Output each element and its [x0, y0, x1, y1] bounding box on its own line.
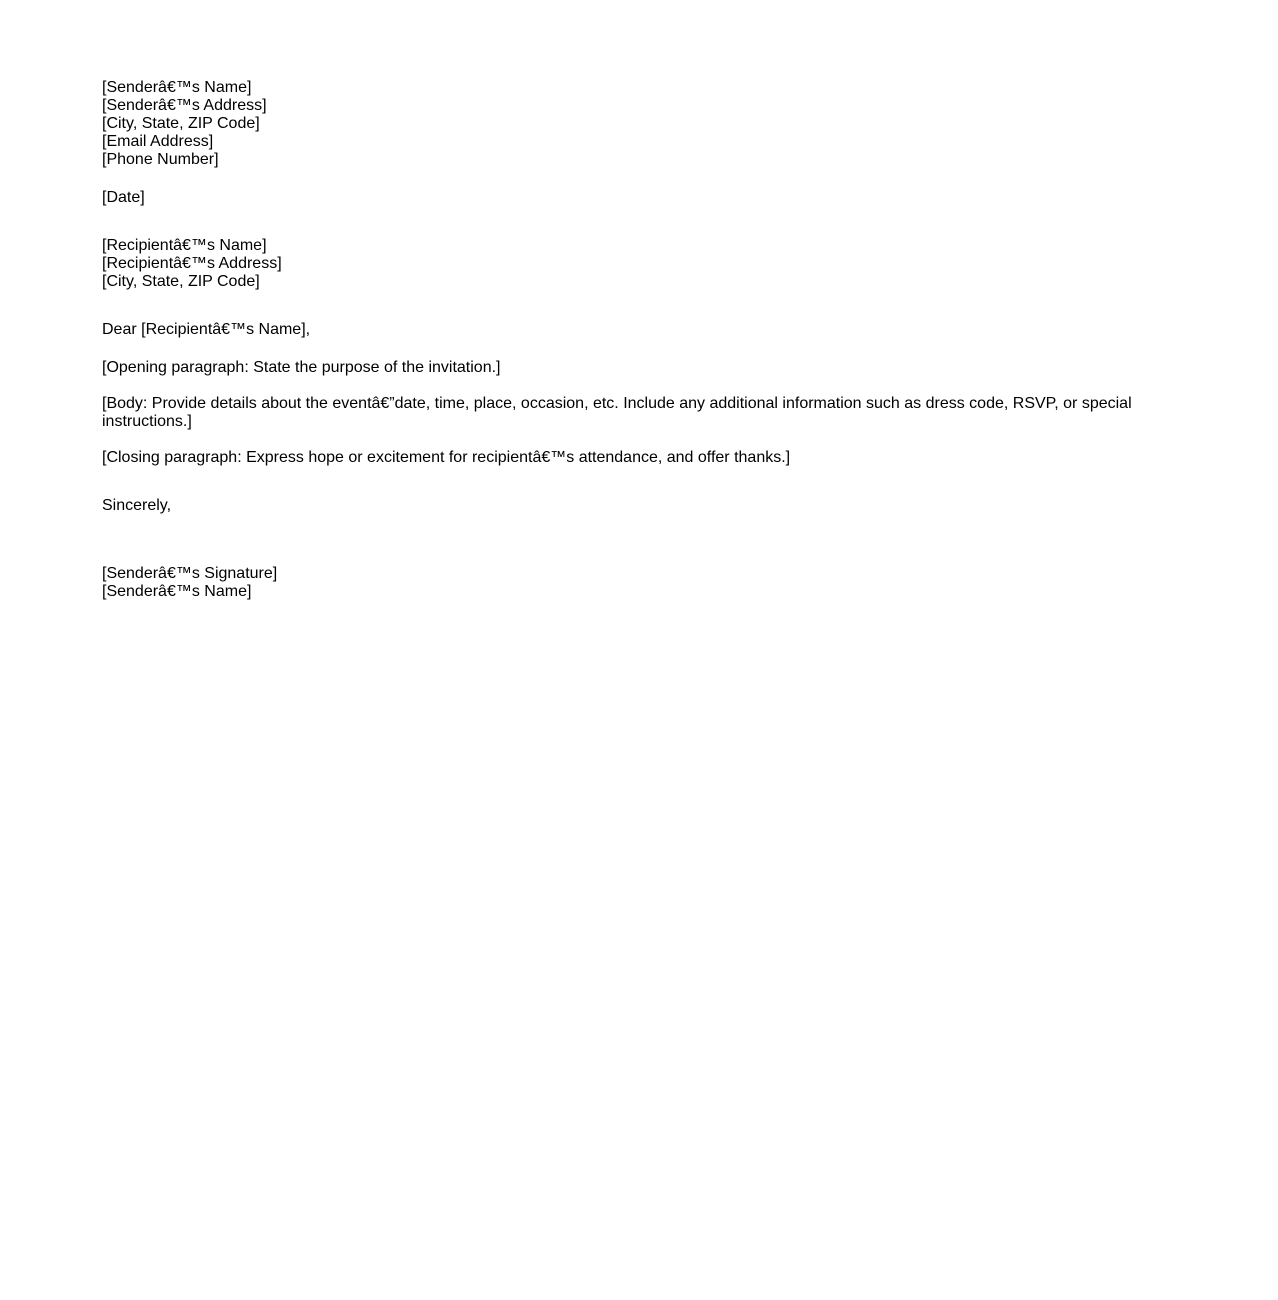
- sender-address-block: [102, 79, 1162, 169]
- letter-date: [Date]: [102, 189, 145, 206]
- signature-block: [102, 565, 1162, 601]
- recipient-address-block: [102, 237, 1162, 291]
- sender-phone: [Phone Number]: [102, 151, 219, 168]
- closing-paragraph: [Closing paragraph: Express hope or excitement for recipientâ€™s attendance, and offer thanks.]: [102, 449, 791, 466]
- recipient-address: [Recipientâ€™s Address]: [102, 255, 282, 272]
- sender-address: [Senderâ€™s Address]: [102, 97, 267, 114]
- letter-document: [102, 79, 1162, 601]
- sender-name: [Senderâ€™s Name]: [102, 79, 252, 96]
- signature-sender-name: [Senderâ€™s Name]: [102, 583, 252, 600]
- recipient-name: [Recipientâ€™s Name]: [102, 237, 267, 254]
- salutation: Dear [Recipientâ€™s Name],: [102, 321, 311, 338]
- opening-paragraph: [Opening paragraph: State the purpose of the invitation.]: [102, 359, 501, 376]
- sender-city-state-zip: [City, State, ZIP Code]: [102, 115, 260, 132]
- recipient-city-state-zip: [City, State, ZIP Code]: [102, 273, 260, 290]
- sender-email: [Email Address]: [102, 133, 214, 150]
- body-paragraph: [Body: Provide details about the eventâ€”date, time, place, occasion, etc. Include any additional information such as dress code, RSVP, or special instructions.]: [102, 395, 1137, 430]
- closing-word: Sincerely,: [102, 497, 172, 514]
- sender-signature: [Senderâ€™s Signature]: [102, 565, 278, 582]
